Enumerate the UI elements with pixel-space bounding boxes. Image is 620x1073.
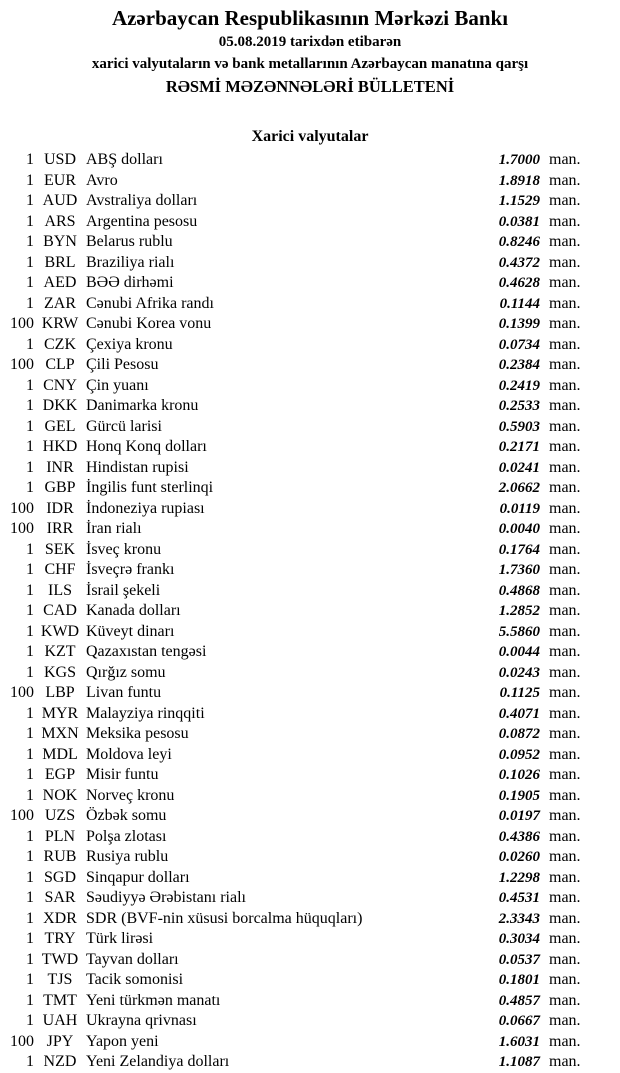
currency-name: Qırğız somu (86, 663, 166, 681)
currency-unit-label: man. (549, 991, 581, 1009)
currency-quantity: 1 (26, 950, 34, 968)
currency-rate: 0.4372 (498, 254, 540, 271)
currency-unit-label: man. (549, 561, 581, 578)
bulletin-subtitle: xarici valyutaların və bank metallarının Azərbaycan manatına qarşı (91, 56, 529, 72)
currency-code: LBP (45, 684, 75, 701)
currency-rate: 5.5860 (498, 623, 540, 640)
currency-quantity: 1 (26, 889, 34, 906)
currency-row (0, 376, 620, 397)
currency-row (0, 991, 620, 1012)
currency-unit-label: man. (549, 315, 581, 332)
currency-name: Argentina pesosu (86, 212, 198, 230)
currency-code: CLP (45, 356, 75, 373)
currency-row (0, 1011, 620, 1032)
currency-unit-label: man. (549, 663, 581, 681)
currency-quantity: 100 (10, 1032, 34, 1050)
currency-code: SGD (43, 868, 76, 886)
currency-name: Səudiyyə Ərəbistanı rialı (86, 889, 246, 906)
currency-row (0, 437, 620, 458)
currency-code: TRY (44, 930, 76, 947)
currency-unit-label: man. (549, 766, 581, 783)
currency-code: DKK (42, 397, 78, 414)
currency-row (0, 212, 620, 233)
currency-quantity: 1 (26, 745, 34, 763)
currency-row (0, 622, 620, 643)
currency-rate: 0.0243 (498, 664, 540, 681)
bulletin-header (0, 0, 620, 99)
currency-rate: 0.0119 (499, 500, 540, 517)
currency-name: Türk lirəsi (86, 930, 154, 947)
currency-code: CNY (43, 376, 77, 394)
currency-code: TWD (41, 950, 79, 968)
currency-rate: 0.1144 (499, 295, 540, 312)
currency-name: Çili Pesosu (86, 356, 159, 373)
currency-quantity: 1 (26, 971, 34, 988)
currency-row (0, 499, 620, 520)
currency-name: Kanada dolları (86, 602, 181, 619)
currency-row (0, 458, 620, 479)
currency-row (0, 847, 620, 868)
currency-row (0, 232, 620, 253)
currency-rate: 0.0872 (498, 726, 540, 742)
currency-rate: 0.0044 (498, 644, 540, 660)
currency-row (0, 868, 620, 889)
currency-code: ILS (48, 581, 72, 599)
currency-unit-label: man. (549, 889, 581, 906)
bulletin-title: RƏSMİ MƏZƏNNƏLƏRİ BÜLLETENİ (165, 77, 455, 96)
currency-row (0, 806, 620, 827)
currency-unit-label: man. (549, 1012, 581, 1029)
currency-unit-label: man. (549, 868, 581, 886)
currency-name: ABŞ dolları (86, 151, 163, 168)
effective-date-line: 05.08.2019 tarixdən etibarən (218, 34, 402, 50)
currency-code: JPY (46, 1032, 74, 1050)
currency-code: KGS (43, 663, 76, 681)
currency-code: SEK (44, 540, 76, 558)
currency-name: Livan funtu (86, 684, 162, 701)
currency-unit-label: man. (549, 745, 581, 763)
currency-quantity: 1 (26, 253, 34, 271)
currency-row (0, 909, 620, 930)
currency-rate: 0.2171 (498, 439, 540, 455)
currency-rate: 2.0662 (498, 480, 540, 496)
currency-code: NZD (43, 1053, 77, 1070)
currency-rate: 0.2533 (498, 398, 540, 414)
currency-quantity: 1 (26, 991, 34, 1009)
currency-code: KWD (40, 622, 80, 640)
currency-rate: 0.1125 (499, 685, 540, 701)
currency-rate: 0.5903 (498, 418, 540, 435)
currency-name: Gürcü larisi (86, 417, 162, 435)
currency-unit-label: man. (549, 212, 581, 230)
currency-unit-label: man. (549, 540, 581, 558)
currency-quantity: 100 (10, 807, 34, 824)
currency-name: Yapon yeni (86, 1032, 159, 1050)
currency-name: Qazaxıstan tengəsi (86, 643, 207, 660)
currency-quantity: 100 (10, 520, 34, 537)
currency-quantity: 1 (26, 622, 34, 640)
currency-quantity: 1 (26, 294, 34, 312)
currency-quantity: 1 (26, 930, 34, 947)
currency-unit-label: man. (549, 376, 581, 394)
currency-code: SAR (44, 889, 76, 906)
currency-name: Küveyt dinarı (86, 622, 175, 640)
currency-unit-label: man. (549, 438, 581, 455)
currency-code: XDR (43, 909, 77, 927)
currency-row (0, 929, 620, 950)
currency-rate: 0.1399 (498, 316, 540, 332)
currency-code: RUB (43, 848, 77, 865)
currency-row (0, 560, 620, 581)
currency-rate: 0.4071 (498, 705, 540, 722)
currency-quantity: 1 (26, 274, 34, 291)
currency-row (0, 601, 620, 622)
currency-quantity: 1 (26, 335, 34, 353)
currency-name: Honq Konq dolları (86, 438, 207, 455)
currency-name: İndoneziya rupiası (86, 499, 205, 517)
currency-quantity: 1 (26, 581, 34, 599)
currency-quantity: 1 (26, 848, 34, 865)
currency-row (0, 704, 620, 725)
currency-rate: 0.4868 (498, 582, 540, 599)
currency-row (0, 1032, 620, 1053)
currency-row (0, 417, 620, 438)
currency-name: Danimarka kronu (86, 397, 199, 414)
currency-row (0, 171, 620, 192)
currency-quantity: 1 (26, 417, 34, 435)
currency-quantity: 1 (26, 643, 34, 660)
currency-unit-label: man. (549, 192, 581, 209)
currency-name: İngilis funt sterlinqi (86, 479, 214, 496)
currency-quantity: 1 (26, 479, 34, 496)
currency-rate: 0.2384 (498, 357, 540, 373)
currency-quantity: 1 (26, 725, 34, 742)
currency-rate: 0.0260 (498, 849, 540, 865)
currency-unit-label: man. (549, 233, 581, 250)
currency-code: TMT (43, 991, 77, 1009)
currency-quantity: 1 (26, 171, 34, 189)
currency-code: GBP (44, 479, 76, 496)
currency-unit-label: man. (549, 253, 581, 271)
currency-name: Tacik somonisi (86, 971, 184, 988)
currency-rate: 0.4531 (498, 890, 540, 906)
currency-rate: 0.1905 (498, 787, 540, 804)
currency-quantity: 1 (26, 192, 34, 209)
currency-row (0, 970, 620, 991)
currency-code: PLN (44, 827, 76, 845)
currency-row (0, 191, 620, 212)
currency-rate: 1.1529 (498, 193, 540, 209)
currency-unit-label: man. (549, 479, 581, 496)
currency-quantity: 1 (26, 397, 34, 414)
currency-quantity: 1 (26, 438, 34, 455)
currency-name: Norveç kronu (86, 786, 175, 804)
currency-rate: 0.3034 (498, 931, 540, 947)
currency-code: INR (46, 458, 74, 476)
currency-rate: 0.0952 (498, 746, 540, 763)
currency-unit-label: man. (549, 499, 581, 517)
currency-rate: 0.0040 (498, 521, 540, 537)
currency-row (0, 745, 620, 766)
currency-name: İsrail şekeli (86, 581, 161, 599)
currency-row (0, 396, 620, 417)
currency-code: HKD (42, 438, 78, 455)
currency-row (0, 683, 620, 704)
currency-row (0, 765, 620, 786)
currency-rate: 0.1764 (498, 541, 540, 558)
currency-rate: 2.3343 (498, 910, 540, 927)
currency-code: USD (43, 151, 76, 168)
currency-row (0, 663, 620, 684)
currency-rate: 1.7000 (498, 152, 540, 168)
currency-unit-label: man. (549, 971, 581, 988)
currency-unit-label: man. (549, 397, 581, 414)
currency-name: SDR (BVF-nin xüsusi borcalma hüquqları) (86, 909, 363, 927)
currency-unit-label: man. (549, 643, 581, 660)
currency-quantity: 1 (26, 376, 34, 394)
currency-rate: 0.8246 (498, 234, 540, 250)
currency-unit-label: man. (549, 807, 581, 824)
currency-name: Rusiya rublu (86, 848, 169, 865)
currency-rate: 0.4857 (498, 992, 540, 1009)
currency-name: Avro (86, 171, 118, 189)
currency-code: AUD (42, 192, 78, 209)
currency-rate: 1.7360 (498, 562, 540, 578)
currency-name: Polşa zlotası (86, 827, 167, 845)
currency-quantity: 100 (10, 315, 34, 332)
currency-quantity: 1 (26, 602, 34, 619)
currency-rate: 0.0537 (498, 951, 540, 968)
currency-rate: 1.6031 (498, 1033, 540, 1050)
currency-row (0, 478, 620, 499)
currency-quantity: 100 (10, 684, 34, 701)
currency-code: AED (43, 274, 77, 291)
currency-name: Meksika pesosu (86, 725, 189, 742)
section-title-foreign-currencies: Xarici valyutalar (251, 128, 369, 145)
currency-row (0, 355, 620, 376)
currency-quantity: 1 (26, 233, 34, 250)
currency-row (0, 540, 620, 561)
currency-code: EUR (44, 171, 76, 189)
currency-name: Malayziya rinqqiti (86, 704, 205, 722)
currency-quantity: 100 (10, 499, 34, 517)
currency-quantity: 1 (26, 704, 34, 722)
currency-unit-label: man. (549, 294, 581, 312)
currency-rate: 0.2419 (498, 377, 540, 394)
currency-rate: 0.4628 (498, 275, 540, 291)
currency-code: IDR (46, 499, 74, 517)
currency-quantity: 1 (26, 1053, 34, 1070)
currency-unit-label: man. (549, 356, 581, 373)
currency-code: BYN (43, 233, 77, 250)
currency-unit-label: man. (549, 458, 581, 476)
currency-code: KZT (44, 643, 76, 660)
currency-quantity: 1 (26, 766, 34, 783)
currency-row (0, 294, 620, 315)
currency-unit-label: man. (549, 171, 581, 189)
currency-unit-label: man. (549, 725, 581, 742)
currency-code: BRL (44, 253, 76, 271)
currency-name: Özbək somu (86, 807, 167, 824)
currency-rate: 0.0197 (498, 808, 540, 824)
currency-rate: 0.1801 (498, 972, 540, 988)
currency-quantity: 1 (26, 786, 34, 804)
currency-row (0, 581, 620, 602)
currency-quantity: 1 (26, 909, 34, 927)
currency-quantity: 1 (26, 868, 34, 886)
currency-quantity: 1 (26, 151, 34, 168)
currency-unit-label: man. (549, 950, 581, 968)
currency-row (0, 642, 620, 663)
currency-quantity: 100 (10, 356, 34, 373)
currency-unit-label: man. (549, 622, 581, 640)
currency-unit-label: man. (549, 1053, 581, 1070)
currency-code: UAH (42, 1012, 78, 1029)
currency-rate: 1.2298 (498, 869, 540, 886)
currency-code: MDL (42, 745, 78, 763)
currency-unit-label: man. (549, 786, 581, 804)
currency-code: EGP (44, 766, 76, 783)
currency-unit-label: man. (549, 335, 581, 353)
currency-name: Hindistan rupisi (86, 458, 189, 476)
currency-unit-label: man. (549, 704, 581, 722)
currency-unit-label: man. (549, 520, 581, 537)
currency-row (0, 827, 620, 848)
currency-name: İsveçrə frankı (86, 561, 175, 578)
currency-name: Tayvan dolları (86, 950, 179, 968)
currency-code: NOK (42, 786, 78, 804)
currency-unit-label: man. (549, 581, 581, 599)
currency-name: Yeni Zelandiya dolları (86, 1053, 230, 1070)
currency-name: Çin yuanı (86, 376, 149, 394)
currency-unit-label: man. (549, 684, 581, 701)
currency-name: İran rialı (86, 520, 142, 537)
currency-quantity: 1 (26, 1012, 34, 1029)
bank-name-title: Azərbaycan Respublikasının Mərkəzi Bankı (111, 6, 509, 30)
currency-row (0, 724, 620, 745)
currency-quantity: 1 (26, 458, 34, 476)
currency-unit-label: man. (549, 930, 581, 947)
currency-name: Yeni türkmən manatı (86, 991, 221, 1009)
currency-unit-label: man. (549, 1032, 581, 1050)
currency-quantity: 1 (26, 663, 34, 681)
currency-rate: 0.1026 (498, 767, 540, 783)
currency-name: BƏƏ dirhəmi (86, 274, 174, 291)
currency-name: Braziliya rialı (86, 253, 175, 271)
currency-name: Moldova leyi (86, 745, 172, 763)
currency-name: Çexiya kronu (86, 335, 173, 353)
currency-rate: 0.0241 (498, 459, 540, 476)
currency-name: Belarus rublu (86, 233, 173, 250)
currency-rate: 1.8918 (498, 172, 540, 189)
currency-name: Cənubi Afrika randı (86, 294, 214, 312)
currency-rate: 0.0667 (498, 1013, 540, 1029)
currency-code: CAD (43, 602, 77, 619)
currency-quantity: 1 (26, 540, 34, 558)
currency-rate: 0.0734 (498, 336, 540, 353)
currency-unit-label: man. (549, 909, 581, 927)
currency-row (0, 253, 620, 274)
currency-unit-label: man. (549, 848, 581, 865)
currency-code: KRW (41, 315, 79, 332)
currency-code: MXN (41, 725, 79, 742)
currency-code: UZS (44, 807, 76, 824)
currency-name: Ukrayna qrivnası (86, 1012, 197, 1029)
currency-code: CZK (44, 335, 76, 353)
currency-row (0, 314, 620, 335)
currency-quantity: 1 (26, 827, 34, 845)
currency-code: ZAR (44, 294, 76, 312)
currency-rate: 0.4386 (498, 828, 540, 845)
currency-code: CHF (44, 561, 76, 578)
currency-unit-label: man. (549, 602, 581, 619)
currency-name: Avstraliya dolları (86, 192, 198, 209)
currency-name: Cənubi Korea vonu (86, 315, 212, 332)
currency-rate: 1.2852 (498, 603, 540, 619)
currency-name: İsveç kronu (86, 540, 162, 558)
currency-row (0, 335, 620, 356)
currency-quantity: 1 (26, 212, 34, 230)
currency-rate: 1.1087 (498, 1054, 540, 1070)
currency-unit-label: man. (549, 151, 581, 168)
currency-code: ARS (44, 212, 76, 230)
currency-code: TJS (47, 971, 73, 988)
currency-unit-label: man. (549, 274, 581, 291)
currency-rate: 0.0381 (498, 213, 540, 230)
currency-name: Misir funtu (86, 766, 159, 783)
currency-row (0, 888, 620, 909)
currency-unit-label: man. (549, 417, 581, 435)
currency-row (0, 519, 620, 540)
currency-row (0, 150, 620, 171)
currency-row (0, 1052, 620, 1073)
currency-row (0, 786, 620, 807)
currency-row (0, 273, 620, 294)
currency-name: Sinqapur dolları (86, 868, 190, 886)
currency-code: IRR (46, 520, 74, 537)
currency-unit-label: man. (549, 827, 581, 845)
currency-rates-table (0, 150, 620, 1073)
currency-code: MYR (41, 704, 79, 722)
currency-row (0, 950, 620, 971)
currency-code: GEL (44, 417, 76, 435)
currency-quantity: 1 (26, 561, 34, 578)
